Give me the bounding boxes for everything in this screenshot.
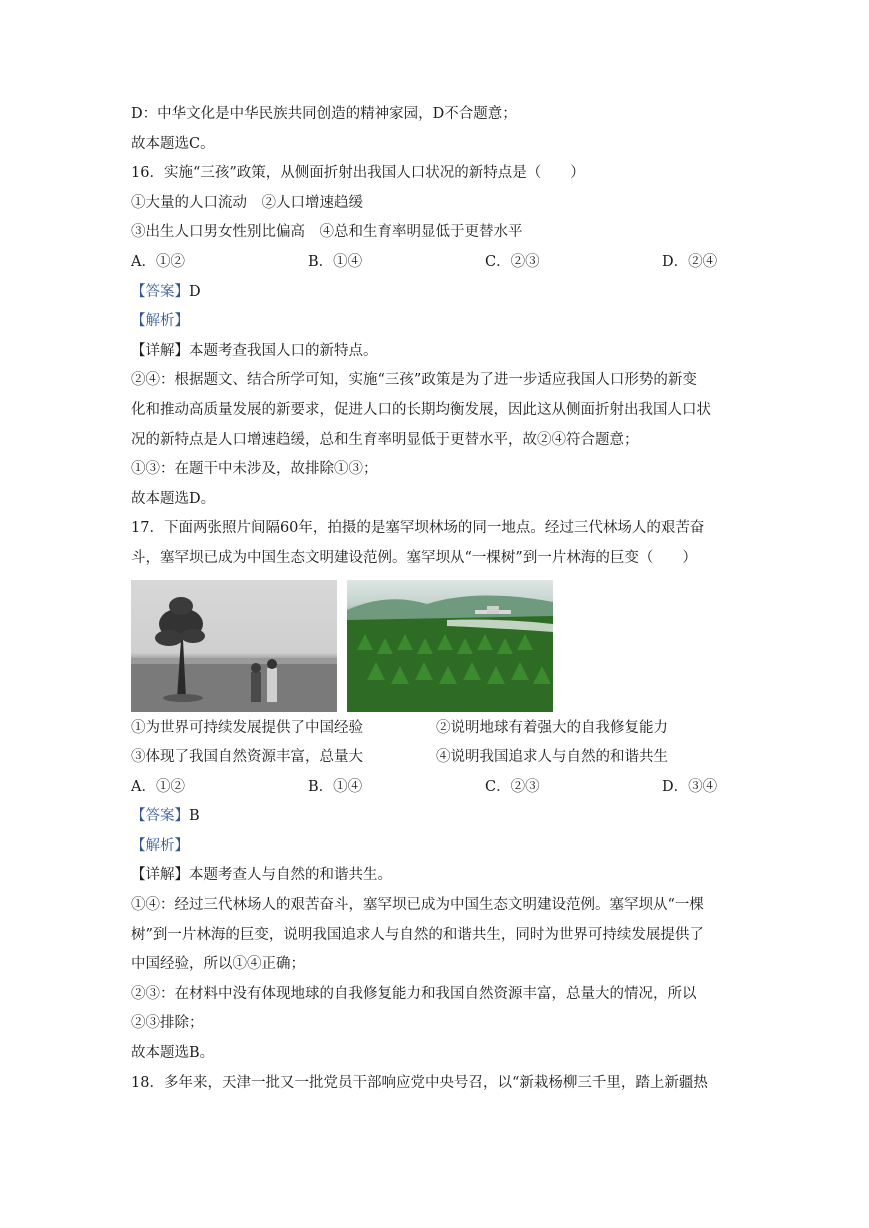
statement-4: ④说明我国追求人与自然的和谐共生 bbox=[436, 749, 668, 766]
question-17-options bbox=[131, 773, 741, 803]
analysis-tag: 【解析】 bbox=[131, 313, 189, 330]
text-line: ②③：在材料中没有体现地球的自我修复能力和我国自然资源丰富，总量大的情况，所以 bbox=[131, 985, 697, 1002]
detail-tag: 【详解】 bbox=[131, 867, 189, 884]
detail-text: 本题考查我国人口的新特点。 bbox=[189, 342, 378, 359]
detail-text: 本题考查人与自然的和谐共生。 bbox=[189, 867, 392, 884]
text-line: 中国经验，所以①④正确； bbox=[131, 956, 305, 973]
statement-2: ②说明地球有着强大的自我修复能力 bbox=[436, 719, 668, 736]
answer-tag: 【答案】 bbox=[131, 808, 189, 825]
document-page bbox=[131, 100, 741, 1098]
text-line: ②③排除； bbox=[131, 1015, 204, 1032]
forest-photo-image bbox=[347, 580, 553, 712]
question-17-answer bbox=[131, 802, 741, 832]
question-16-stem: 16．实施“三孩”政策，从侧面折射出我国人口状况的新特点是（ ） bbox=[131, 165, 585, 182]
question-17-stem: 17．下面两张照片间隔60年，拍摄的是塞罕坝林场的同一地点。经过三代林场人的艰苦奋 bbox=[131, 520, 705, 537]
option-d: D．③④ bbox=[662, 778, 718, 795]
text-line: ②④：根据题文、结合所学可知，实施“三孩”政策是为了进一步适应我国人口形势的新变 bbox=[131, 372, 697, 389]
question-16-answer bbox=[131, 278, 741, 308]
question-17-photos bbox=[131, 580, 741, 712]
option-a: A．①② bbox=[131, 253, 185, 270]
analysis-tag: 【解析】 bbox=[131, 837, 189, 854]
option-d: D．②④ bbox=[662, 253, 718, 270]
question-16-options bbox=[131, 248, 741, 278]
option-a: A．①② bbox=[131, 778, 185, 795]
statement-3: ③体现了我国自然资源丰富，总量大 bbox=[131, 749, 363, 766]
detail-tag: 【详解】 bbox=[131, 342, 189, 359]
question-17-statements-row-2 bbox=[131, 743, 741, 773]
option-b: B．①④ bbox=[308, 253, 363, 270]
question-16-analysis bbox=[131, 307, 741, 337]
new-photo-forest bbox=[347, 580, 553, 712]
question-17-statements-row-1 bbox=[131, 714, 741, 744]
text-line: D：中华文化是中华民族共同创造的精神家园，D不合题意； bbox=[131, 106, 517, 122]
question-16-statements-2: ③出生人口男女性别比偏高 ④总和生育率明显低于更替水平 bbox=[131, 224, 523, 241]
text-line: ①③：在题干中未涉及，故排除①③； bbox=[131, 461, 378, 478]
question-16-statements-1: ①大量的人口流动 ②人口增速趋缓 bbox=[131, 194, 363, 211]
question-17-stem: 斗，塞罕坝已成为中国生态文明建设范例。塞罕坝从“一棵树”到一片林海的巨变（ ） bbox=[131, 549, 697, 566]
option-c: C．②③ bbox=[485, 253, 540, 270]
question-17-detail bbox=[131, 861, 741, 891]
question-17-analysis bbox=[131, 832, 741, 862]
lone-tree-photo-image bbox=[131, 580, 337, 712]
option-c: C．②③ bbox=[485, 778, 540, 795]
question-18-stem: 18．多年来，天津一批又一批党员干部响应党中央号召，以“新栽杨柳三千里，踏上新疆热 bbox=[131, 1074, 708, 1091]
text-line: 化和推动高质量发展的新要求，促进人口的长期均衡发展，因此这从侧面折射出我国人口状 bbox=[131, 401, 711, 418]
answer-value: D bbox=[189, 283, 201, 300]
text-line: 故本题选B。 bbox=[131, 1045, 215, 1062]
option-b: B．①④ bbox=[308, 778, 363, 795]
text-line: 故本题选D。 bbox=[131, 490, 216, 507]
text-line: 故本题选C。 bbox=[131, 135, 215, 152]
text-line: 况的新特点是人口增速趋缓，总和生育率明显低于更替水平，故②④符合题意； bbox=[131, 431, 639, 448]
text-line: 树”到一片林海的巨变，说明我国追求人与自然的和谐共生，同时为世界可持续发展提供了 bbox=[131, 926, 704, 943]
old-photo-lone-tree bbox=[131, 580, 337, 712]
question-16-detail bbox=[131, 337, 741, 367]
statement-1: ①为世界可持续发展提供了中国经验 bbox=[131, 719, 363, 736]
text-line: ①④：经过三代林场人的艰苦奋斗，塞罕坝已成为中国生态文明建设范例。塞罕坝从“一棵 bbox=[131, 897, 704, 914]
answer-value: B bbox=[189, 808, 200, 825]
answer-tag: 【答案】 bbox=[131, 283, 189, 300]
